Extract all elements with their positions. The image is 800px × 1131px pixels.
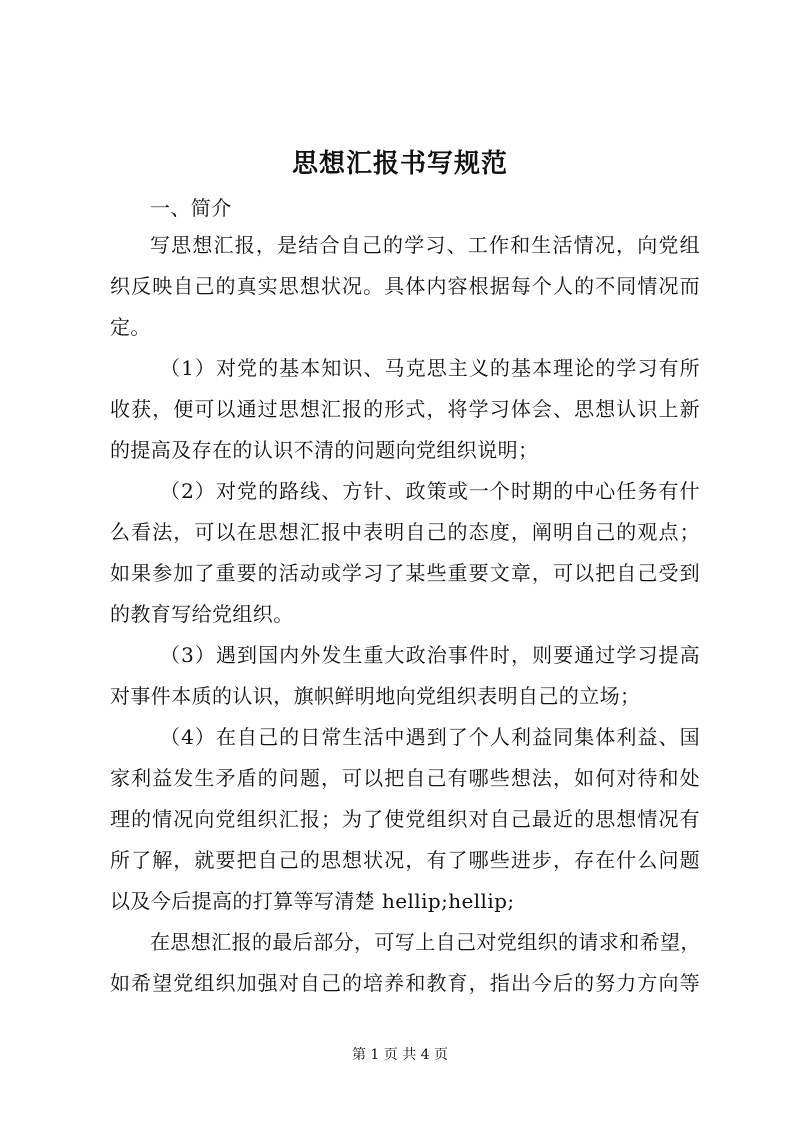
- paragraph-item2-line-4: 的教育写给党组织。: [110, 602, 294, 626]
- paragraph-item1-line-3: 的提高及存在的认识不清的问题向党组织说明；: [110, 438, 539, 462]
- section-heading: 一、简介: [150, 196, 232, 220]
- paragraph-intro-line-3: 定。: [110, 315, 151, 339]
- paragraph-item4-line-5: 以及今后提高的打算等写清楚 hellip;hellip;: [110, 889, 515, 913]
- paragraph-item1-line-2: 收获，便可以通过思想汇报的形式，将学习体会、思想认识上新: [110, 397, 700, 421]
- paragraph-item1-line-1: （1）对党的基本知识、马克思主义的基本理论的学习有所: [160, 356, 700, 380]
- page-title: 思想汇报书写规范: [291, 149, 508, 179]
- paragraph-item3-line-1: （3）遇到国内外发生重大政治事件时，则要通过学习提高: [160, 643, 700, 667]
- paragraph-item2-line-3: 如果参加了重要的活动或学习了某些重要文章，可以把自己受到: [110, 561, 700, 585]
- paragraph-closing-line-1: 在思想汇报的最后部分，可写上自己对党组织的请求和希望，: [150, 930, 701, 954]
- paragraph-item4-line-4: 所了解，就要把自己的思想状况，有了哪些进步，存在什么问题: [110, 848, 700, 872]
- paragraph-item4-line-3: 理的情况向党组织汇报；为了使党组织对自己最近的思想情况有: [110, 807, 700, 831]
- paragraph-item4-line-2: 家利益发生矛盾的问题，可以把自己有哪些想法，如何对待和处: [110, 766, 700, 790]
- paragraph-item2-line-1: （2）对党的路线、方针、政策或一个时期的中心任务有什: [160, 479, 700, 503]
- paragraph-closing-line-2: 如希望党组织加强对自己的培养和教育，指出今后的努力方向等: [110, 971, 700, 995]
- page-number-footer: 第 1 页 共 4 页: [351, 1047, 449, 1063]
- paragraph-intro-line-2: 织反映自己的真实思想状况。具体内容根据每个人的不同情况而: [110, 274, 700, 298]
- paragraph-intro-line-1: 写思想汇报，是结合自己的学习、工作和生活情况，向党组: [150, 233, 700, 257]
- paragraph-item3-line-2: 对事件本质的认识，旗帜鲜明地向党组织表明自己的立场；: [110, 684, 641, 708]
- paragraph-item2-line-2: 么看法，可以在思想汇报中表明自己的态度，阐明自己的观点；: [110, 520, 700, 544]
- paragraph-item4-line-1: （4）在自己的日常生活中遇到了个人利益同集体利益、国: [160, 725, 700, 749]
